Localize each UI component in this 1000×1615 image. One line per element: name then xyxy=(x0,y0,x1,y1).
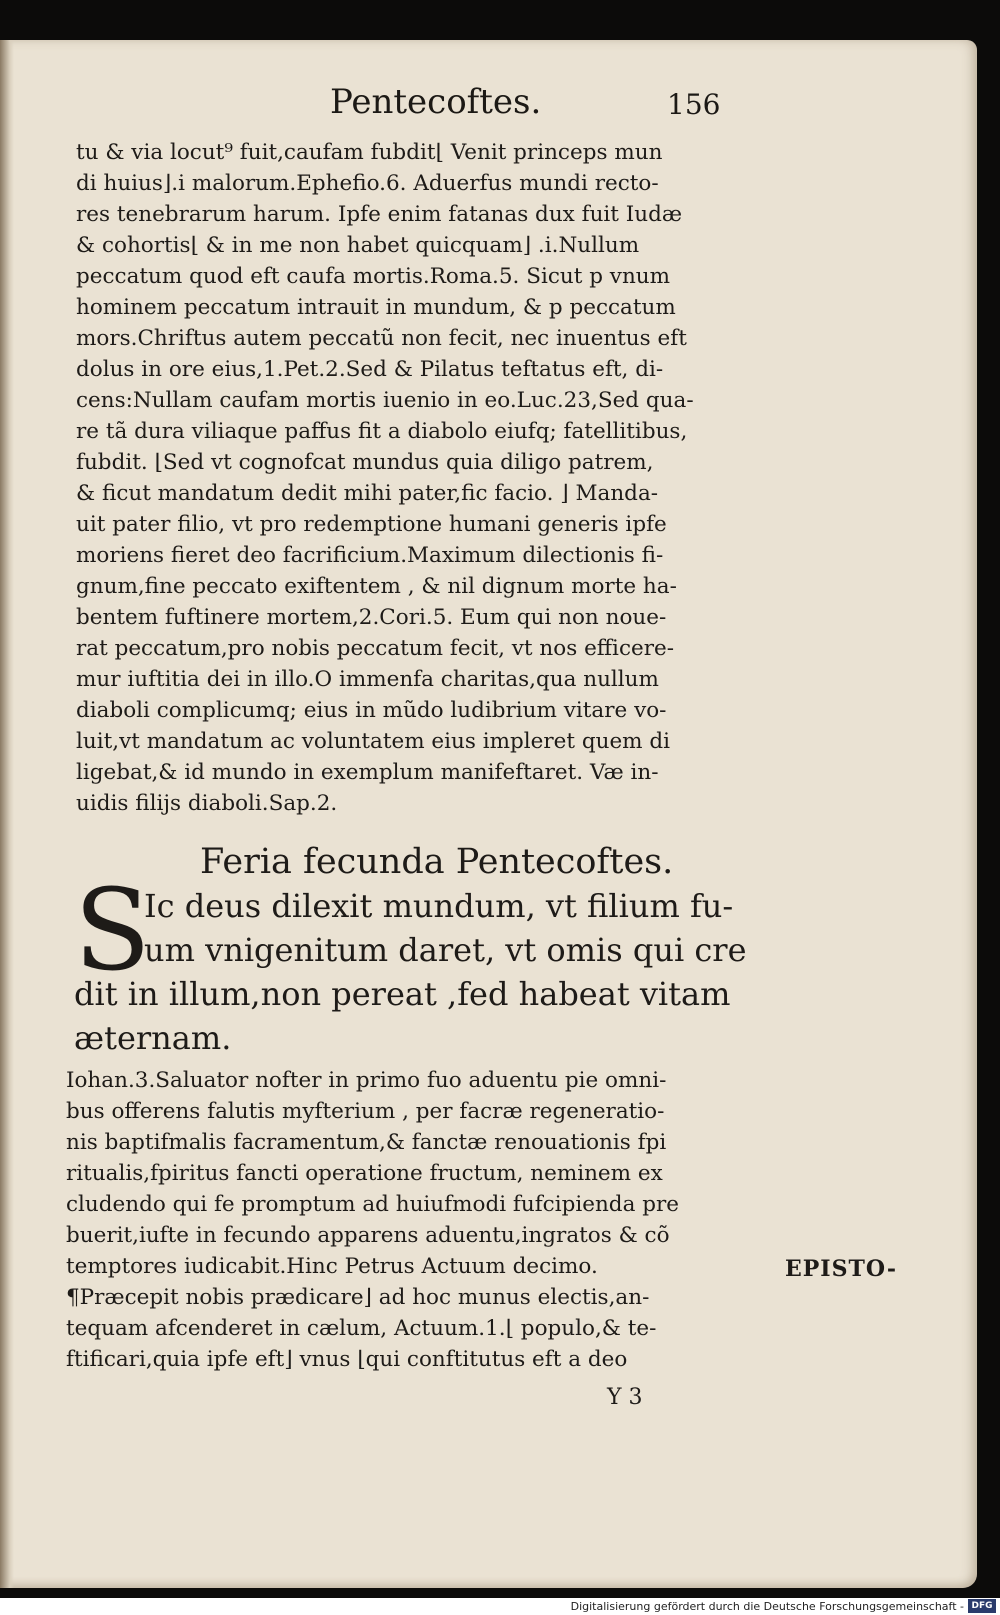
dfg-logo: DFG xyxy=(968,1599,996,1613)
text-line: moriens fieret deo facrificium.Maximum dilectionis fi- xyxy=(76,543,664,568)
body-text-2 xyxy=(66,1065,679,1375)
section-heading: Feria fecunda Pentecoftes. xyxy=(200,842,674,882)
text-line: buerit,iufte in fecundo apparens aduentu,ingratos & cõ xyxy=(66,1223,670,1248)
text-line: mors.Chriftus autem peccatũ non fecit, nec inuentus eft xyxy=(76,326,687,351)
text-line: rat peccatum,pro nobis peccatum fecit, vt nos efficere- xyxy=(76,636,674,661)
text-line: tequam afcenderet in cælum, Actuum.1.⌊ populo,& te- xyxy=(66,1316,657,1341)
text-line: temptores iudicabit.Hinc Petrus Actuum decimo. xyxy=(66,1254,598,1279)
text-line: cens:Nullam caufam mortis iuenio in eo.Luc.23,Sed qua- xyxy=(76,388,694,413)
drop-cap: S xyxy=(74,866,151,996)
text-line: re tã dura viliaque paffus fit a diabolo eiufq; fatellitibus, xyxy=(76,419,688,444)
running-head-title: Pentecoftes. xyxy=(330,82,542,122)
text-line: & ficut mandatum dedit mihi pater,fic facio. ⌋ Manda- xyxy=(76,481,659,506)
text-line: fubdit. ⌊Sed vt cognofcat mundus quia diligo patrem, xyxy=(76,450,654,475)
lemma-line: um vnigenitum daret, vt omis qui cre xyxy=(144,931,747,969)
text-line: ritualis,fpiritus fancti operatione fructum, neminem ex xyxy=(66,1161,663,1186)
lemma-line: Ic deus dilexit mundum, vt filium fu- xyxy=(144,887,734,925)
lemma-line: æternam. xyxy=(74,1019,232,1057)
text-line: cludendo qui fe promptum ad huiufmodi fufcipienda pre xyxy=(66,1192,679,1217)
text-line: bentem fuftinere mortem,2.Cori.5. Eum qui non noue- xyxy=(76,605,667,630)
text-line: dolus in ore eius,1.Pet.2.Sed & Pilatus teftatus eft, di- xyxy=(76,357,664,382)
text-line: Iohan.3.Saluator nofter in primo fuo aduentu pie omni- xyxy=(66,1068,667,1093)
text-line: luit,vt mandatum ac voluntatem eius impleret quem di xyxy=(76,729,671,754)
text-line: nis baptifmalis facramentum,& fanctæ renouationis fpi xyxy=(66,1130,667,1155)
lemma-line: dit in illum,non pereat ,fed habeat vitam xyxy=(74,975,731,1013)
text-line: ligebat,& id mundo in exemplum manifeftaret. Væ in- xyxy=(76,760,659,785)
text-line: res tenebrarum harum. Ipfe enim fatanas dux fuit Iudæ xyxy=(76,202,683,227)
running-head xyxy=(330,82,770,132)
text-line: hominem peccatum intrauit in mundum, & p peccatum xyxy=(76,295,676,320)
text-line: di huius⌋.i malorum.Ephefio.6. Aduerfus mundi recto- xyxy=(76,171,659,196)
body-text-1 xyxy=(76,137,694,819)
text-line: ftificari,quia ipfe eft⌋ vnus ⌊qui conftitutus eft a deo xyxy=(66,1347,628,1372)
folio-number: 156 xyxy=(667,88,721,121)
lemma-verse xyxy=(74,866,747,1060)
marginal-note: EPISTO- xyxy=(785,1256,897,1282)
text-line: uit pater filio, vt pro redemptione humani generis ipfe xyxy=(76,512,667,537)
text-line: & cohortis⌊ & in me non habet quicquam⌋ .i.Nullum xyxy=(76,233,640,258)
text-line: diaboli complicumq; eius in mũdo ludibrium vitare vo- xyxy=(76,698,667,723)
signature-mark: Y 3 xyxy=(607,1385,643,1410)
text-line: uidis filijs diaboli.Sap.2. xyxy=(76,791,338,816)
text-line: bus offerens falutis myfterium , per facræ regeneratio- xyxy=(66,1099,665,1124)
text-line: peccatum quod eft caufa mortis.Roma.5. Sicut p vnum xyxy=(76,264,671,289)
text-line: mur iuftitia dei in illo.O immenfa charitas,qua nullum xyxy=(76,667,659,692)
text-line: ¶Præcepit nobis prædicare⌋ ad hoc munus electis,an- xyxy=(66,1285,650,1310)
page-gutter xyxy=(0,40,14,1588)
text-line: tu & via locut⁹ fuit,caufam fubdit⌊ Venit princeps mun xyxy=(76,140,663,165)
footer-credit: Digitalisierung gefördert durch die Deutsche Forschungsgemeinschaft - xyxy=(570,1600,964,1613)
text-line: gnum,fine peccato exiftentem , & nil dignum morte ha- xyxy=(76,574,677,599)
footer-bar xyxy=(0,1598,1000,1615)
